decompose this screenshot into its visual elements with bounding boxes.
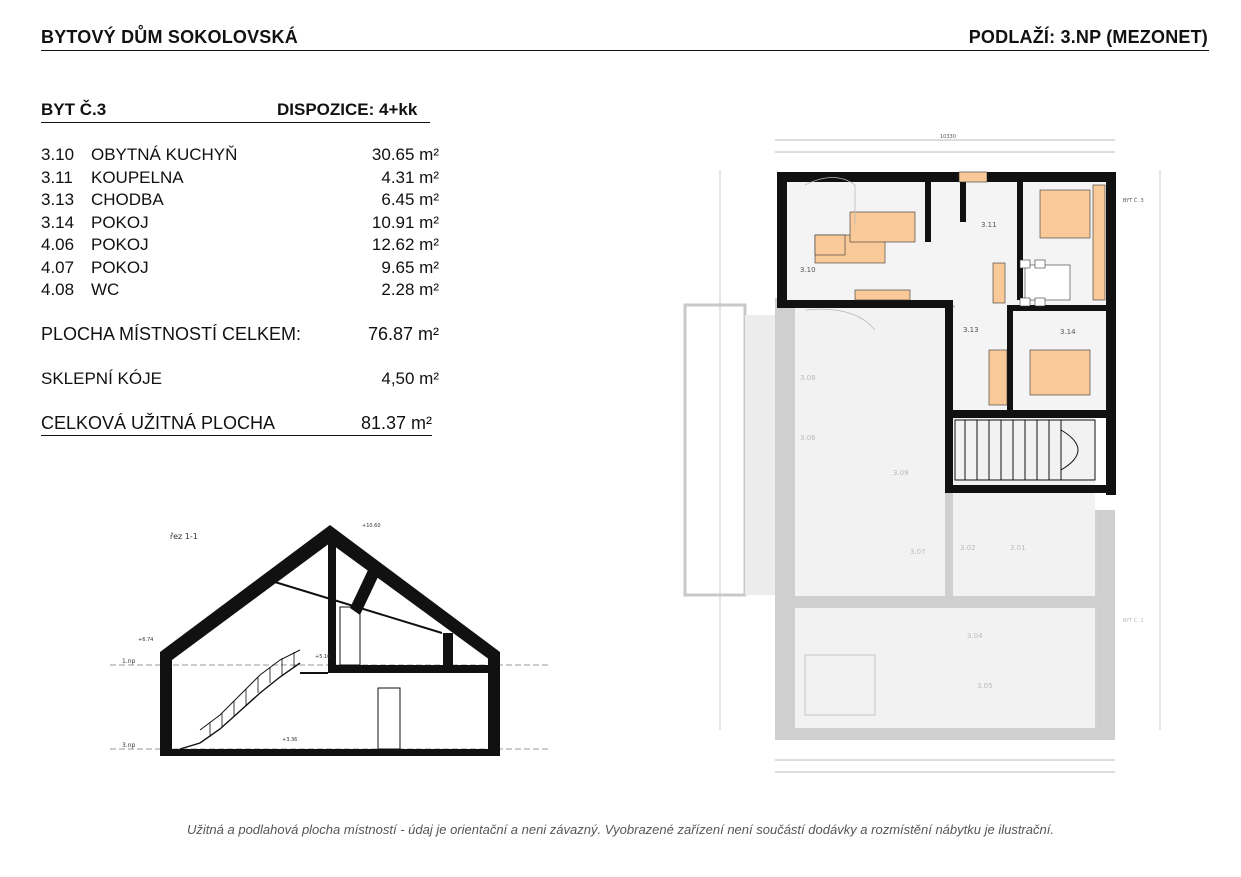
wall-right bbox=[488, 652, 500, 754]
plan-room-label: 3.01 bbox=[1010, 544, 1026, 552]
plan-room-label: 3.09 bbox=[893, 469, 909, 477]
plan-room-label: 3.11 bbox=[981, 221, 997, 229]
floor-slab bbox=[160, 749, 500, 756]
room-row bbox=[41, 167, 439, 190]
apartment-disposition: DISPOZICE: 4+kk bbox=[277, 100, 418, 119]
header-divider bbox=[41, 50, 1209, 51]
knee-wall bbox=[443, 633, 453, 665]
room-row bbox=[41, 234, 439, 257]
room-row bbox=[41, 279, 439, 302]
usable-total-underline bbox=[41, 435, 432, 436]
section-title: řez 1-1 bbox=[170, 532, 198, 541]
room-number: 3.14 bbox=[41, 212, 75, 232]
usable-total-value: 81.37 m² bbox=[360, 413, 432, 433]
elevation-step: +5.10 bbox=[315, 654, 331, 660]
balcony-strip bbox=[745, 315, 775, 595]
room-number: 4.06 bbox=[41, 235, 75, 254]
level-label-lower: 3.np bbox=[122, 742, 136, 749]
plan-room-label: 3.13 bbox=[963, 326, 979, 334]
room-number: 3.11 bbox=[41, 167, 73, 187]
room-row bbox=[41, 144, 439, 167]
rooms-total-label: PLOCHA MÍSTNOSTÍ CELKEM: bbox=[41, 324, 302, 344]
door-upper bbox=[340, 607, 360, 665]
usable-total-label: CELKOVÁ UŽITNÁ PLOCHA bbox=[41, 413, 276, 433]
room-name: WC bbox=[91, 280, 120, 299]
plan-room-label: 3.10 bbox=[800, 266, 816, 274]
level-label-upper: 1.np bbox=[122, 658, 136, 665]
door-lower bbox=[378, 688, 400, 749]
cellar-label: SKLEPNÍ KÓJE bbox=[41, 369, 162, 388]
plan-room-label: 3.05 bbox=[977, 682, 993, 690]
room-row bbox=[41, 257, 439, 280]
room-area: 10.91 m² bbox=[371, 212, 439, 232]
room-number: 4.07 bbox=[41, 257, 75, 277]
plan-room-label: 3.14 bbox=[1060, 328, 1076, 336]
stair-railing bbox=[200, 650, 300, 730]
cellar-value: 4,50 m² bbox=[381, 369, 439, 388]
plan-room-label: 3.06 bbox=[800, 434, 816, 442]
elevation-floor: +3.36 bbox=[282, 737, 298, 743]
plan-room-label: 3.07 bbox=[910, 548, 926, 556]
wall-left bbox=[160, 652, 172, 754]
room-area: 2.28 m² bbox=[381, 280, 439, 299]
plan-room-label: 3.08 bbox=[800, 374, 816, 382]
room-name: CHODBA bbox=[91, 190, 164, 209]
plan-room-label: 3.04 bbox=[967, 632, 983, 640]
room-name: KOUPELNA bbox=[91, 167, 184, 187]
room-name: POKOJ bbox=[91, 212, 149, 232]
room-area: 12.62 m² bbox=[371, 235, 439, 254]
elevation-top: +10.60 bbox=[362, 523, 381, 529]
section-drawing bbox=[110, 515, 560, 765]
room-list bbox=[41, 144, 439, 302]
disclaimer-note: Užitná a podlahová plocha místností - údaj je orientační a neni závazný. Vyobrazené zařízení není součástí dodávky a rozmístění nábytku je ilustrační. bbox=[187, 822, 1054, 837]
apartment-tag: BYT Č. 3 bbox=[1123, 198, 1144, 204]
room-name: POKOJ bbox=[91, 257, 149, 277]
overall-dimension: 10330 bbox=[940, 134, 956, 140]
room-area: 30.65 m² bbox=[371, 145, 439, 164]
floor-title: PODLAŽÍ: 3.NP (MEZONET) bbox=[968, 27, 1208, 47]
room-area: 6.45 m² bbox=[381, 190, 439, 209]
floor-plan bbox=[655, 130, 1175, 780]
plan-room-label: 3.02 bbox=[960, 544, 976, 552]
room-area: 9.65 m² bbox=[381, 257, 439, 277]
mezzanine-slab bbox=[328, 665, 488, 673]
room-name: POKOJ bbox=[91, 235, 149, 254]
inner-wall bbox=[328, 543, 336, 665]
room-name: OBYTNÁ KUCHYŇ bbox=[91, 145, 238, 164]
room-row bbox=[41, 212, 439, 235]
dining-table bbox=[1020, 260, 1070, 306]
elevation-mid: +6.74 bbox=[138, 637, 154, 643]
apartment-tag-2: BYT Č. 1 bbox=[1123, 618, 1144, 624]
apartment-divider bbox=[41, 122, 430, 123]
project-title: BYTOVÝ DŮM SOKOLOVSKÁ bbox=[41, 27, 298, 47]
room-number: 3.13 bbox=[41, 190, 75, 209]
room-number: 3.10 bbox=[41, 145, 75, 164]
room-row bbox=[41, 189, 439, 212]
room-area: 4.31 m² bbox=[381, 167, 439, 187]
collar-line bbox=[265, 579, 442, 633]
apartment-name: BYT Č.3 bbox=[41, 100, 107, 119]
room-number: 4.08 bbox=[41, 280, 75, 299]
rooms-total-value: 76.87 m² bbox=[367, 324, 439, 344]
balcony-left bbox=[685, 305, 745, 595]
